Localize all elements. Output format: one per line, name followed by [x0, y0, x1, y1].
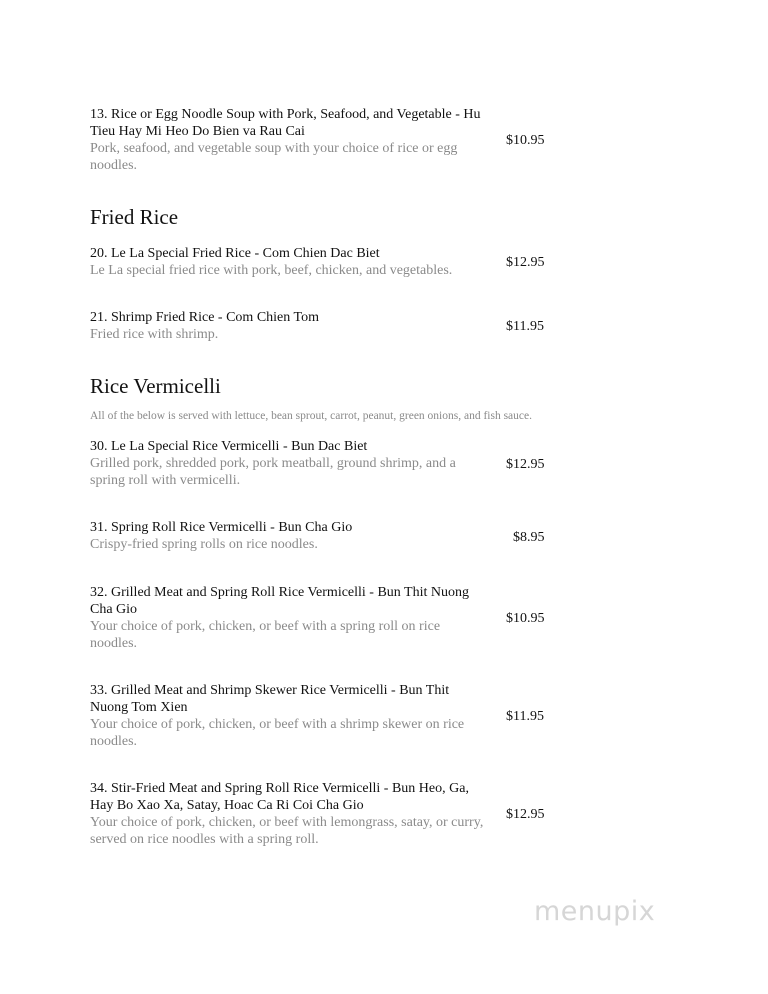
item-price: $11.95: [506, 709, 544, 724]
item-description: Le La special fried rice with pork, beef, chicken, and vegetables.: [90, 263, 453, 278]
menu-item: [90, 106, 490, 174]
item-title: 33. Grilled Meat and Shrimp Skewer Rice Vermicelli - Bun Thit Nuong Tom Xien: [90, 683, 450, 715]
item-price: $12.95: [506, 807, 545, 822]
item-description: Grilled pork, shredded pork, pork meatball, ground shrimp, and a spring roll with vermicelli.: [90, 456, 456, 488]
menu-item: [90, 780, 490, 848]
item-title: 32. Grilled Meat and Spring Roll Rice Vermicelli - Bun Thit Nuong Cha Gio: [90, 585, 469, 617]
menu-item: [90, 682, 490, 750]
menu-item: [90, 519, 490, 553]
item-price: $10.95: [506, 133, 545, 148]
item-title: 34. Stir-Fried Meat and Spring Roll Rice Vermicelli - Bun Heo, Ga, Hay Bo Xao Xa, Satay, Hoac Ca Ri Coi Cha Gio: [90, 781, 469, 813]
item-title: 13. Rice or Egg Noodle Soup with Pork, Seafood, and Vegetable - Hu Tieu Hay Mi Heo Do Bien va Rau Cai: [90, 107, 481, 139]
item-price: $11.95: [506, 319, 544, 334]
watermark-logo: menupix: [534, 896, 656, 927]
item-description: Your choice of pork, chicken, or beef with a shrimp skewer on rice noodles.: [90, 717, 465, 749]
item-description: Your choice of pork, chicken, or beef with lemongrass, satay, or curry, served on rice noodles with a spring roll.: [90, 815, 484, 847]
item-price: $10.95: [506, 611, 545, 626]
item-title: 30. Le La Special Rice Vermicelli - Bun Dac Biet: [90, 439, 368, 454]
menu-item: [90, 584, 490, 652]
item-price: $12.95: [506, 457, 545, 472]
section-heading-fried-rice: Fried Rice: [90, 205, 179, 229]
menu-item: [90, 245, 490, 279]
item-price: $8.95: [513, 530, 545, 545]
section-heading-rice-vermicelli: Rice Vermicelli: [90, 374, 221, 398]
item-title: 20. Le La Special Fried Rice - Com Chien Dac Biet: [90, 246, 380, 261]
item-description: Your choice of pork, chicken, or beef with a spring roll on rice noodles.: [90, 619, 441, 651]
item-description: Pork, seafood, and vegetable soup with your choice of rice or egg noodles.: [90, 141, 458, 173]
menu-item: [90, 309, 490, 343]
section-note: All of the below is served with lettuce, bean sprout, carrot, peanut, green onions, and fish sauce.: [90, 410, 532, 422]
menu-item: [90, 438, 490, 489]
item-title: 21. Shrimp Fried Rice - Com Chien Tom: [90, 310, 319, 325]
item-title: 31. Spring Roll Rice Vermicelli - Bun Cha Gio: [90, 520, 353, 535]
item-description: Crispy-fried spring rolls on rice noodles.: [90, 537, 318, 552]
item-price: $12.95: [506, 255, 545, 270]
item-description: Fried rice with shrimp.: [90, 327, 219, 342]
